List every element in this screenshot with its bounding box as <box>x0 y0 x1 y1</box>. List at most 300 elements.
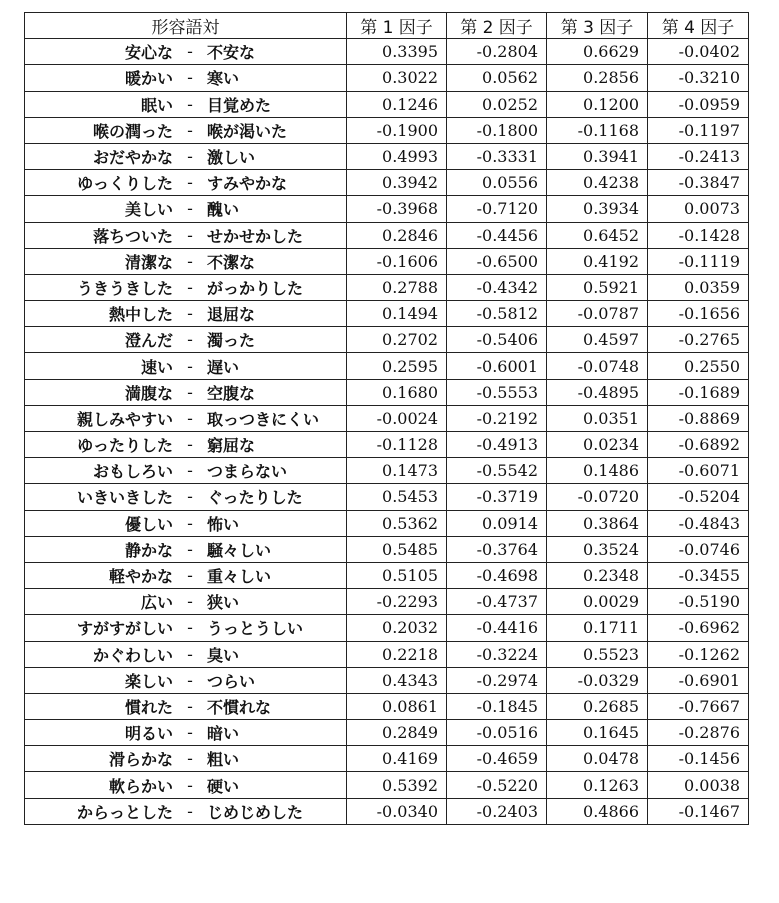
factor-4-loading: -0.1467 <box>648 798 749 824</box>
negative-adjective: 怖い <box>207 514 240 534</box>
factor-2-loading: -0.5542 <box>447 458 547 484</box>
pair-separator: - <box>187 435 193 455</box>
pair-separator: - <box>187 618 193 638</box>
factor-1-loading: -0.2293 <box>347 589 447 615</box>
adjective-pair <box>25 616 346 639</box>
negative-adjective: 寒い <box>207 69 240 89</box>
factor-4-loading: -0.2413 <box>648 143 749 169</box>
adjective-pair <box>25 538 346 561</box>
factor-4-loading: -0.1689 <box>648 379 749 405</box>
factor-1-loading: -0.3968 <box>347 196 447 222</box>
factor-3-loading: 0.6629 <box>547 39 648 65</box>
positive-adjective: 優しい <box>124 514 173 534</box>
pair-separator: - <box>187 539 193 559</box>
adjective-pair-cell <box>25 170 347 196</box>
pair-separator: - <box>187 723 193 743</box>
adjective-pair <box>25 355 346 378</box>
factor-2-loading: -0.4659 <box>447 746 547 772</box>
factor-4-loading: -0.6901 <box>648 667 749 693</box>
factor-2-loading: -0.5406 <box>447 327 547 353</box>
factor-2-loading: -0.2192 <box>447 405 547 431</box>
factor-2-loading: -0.2974 <box>447 667 547 693</box>
adjective-pair <box>25 40 346 63</box>
pair-separator: - <box>187 461 193 481</box>
factor-3-loading: 0.1486 <box>547 458 648 484</box>
adjective-pair <box>25 747 346 770</box>
pair-separator: - <box>187 408 193 428</box>
table-row <box>25 798 749 824</box>
adjective-pair <box>25 250 346 273</box>
adjective-pair-cell <box>25 536 347 562</box>
header-factor-1: 第 1 因子 <box>347 13 447 39</box>
table-row <box>25 143 749 169</box>
adjective-pair <box>25 459 346 482</box>
factor-4-loading: -0.6071 <box>648 458 749 484</box>
table-row <box>25 274 749 300</box>
factor-2-loading: 0.0252 <box>447 91 547 117</box>
factor-3-loading: 0.2348 <box>547 562 648 588</box>
pair-separator: - <box>187 775 193 795</box>
factor-2-loading: -0.1845 <box>447 693 547 719</box>
adjective-pair-cell <box>25 327 347 353</box>
table-row <box>25 170 749 196</box>
table-row <box>25 327 749 353</box>
factor-3-loading: -0.0720 <box>547 484 648 510</box>
factor-1-loading: 0.5485 <box>347 536 447 562</box>
table-row <box>25 353 749 379</box>
factor-3-loading: 0.4192 <box>547 248 648 274</box>
factor-3-loading: 0.1711 <box>547 615 648 641</box>
factor-2-loading: -0.6001 <box>447 353 547 379</box>
factor-3-loading: 0.0029 <box>547 589 648 615</box>
positive-adjective: 眠い <box>140 95 173 115</box>
factor-3-loading: 0.3524 <box>547 536 648 562</box>
positive-adjective: おもしろい <box>92 462 173 482</box>
table-body <box>25 39 749 825</box>
factor-3-loading: 0.3934 <box>547 196 648 222</box>
negative-adjective: つまらない <box>207 462 288 482</box>
factor-2-loading: -0.4456 <box>447 222 547 248</box>
factor-3-loading: -0.0787 <box>547 301 648 327</box>
negative-adjective: 不安な <box>207 43 256 63</box>
pair-separator: - <box>187 304 193 324</box>
negative-adjective: 窮屈な <box>207 436 256 456</box>
factor-4-loading: -0.0746 <box>648 536 749 562</box>
factor-3-loading: -0.1168 <box>547 117 648 143</box>
adjective-pair-cell <box>25 222 347 248</box>
positive-adjective: 安心な <box>124 43 173 63</box>
factor-4-loading: -0.1428 <box>648 222 749 248</box>
adjective-pair <box>25 171 346 194</box>
positive-adjective: 明るい <box>124 724 173 744</box>
adjective-pair-cell <box>25 798 347 824</box>
adjective-pair-cell <box>25 248 347 274</box>
factor-3-loading: 0.0351 <box>547 405 648 431</box>
factor-4-loading: -0.1656 <box>648 301 749 327</box>
adjective-pair <box>25 774 346 797</box>
adjective-pair <box>25 643 346 666</box>
adjective-pair-cell <box>25 720 347 746</box>
factor-4-loading: -0.1197 <box>648 117 749 143</box>
adjective-pair <box>25 590 346 613</box>
factor-3-loading: 0.0234 <box>547 432 648 458</box>
positive-adjective: 軟らかい <box>108 776 173 796</box>
adjective-pair <box>25 407 346 430</box>
adjective-pair-cell <box>25 641 347 667</box>
factor-4-loading: -0.3847 <box>648 170 749 196</box>
adjective-pair-cell <box>25 301 347 327</box>
adjective-pair <box>25 512 346 535</box>
negative-adjective: 空腹な <box>207 383 256 403</box>
pair-separator: - <box>187 147 193 167</box>
table-row <box>25 379 749 405</box>
table-row <box>25 196 749 222</box>
negative-adjective: せかせかした <box>207 226 304 246</box>
factor-1-loading: 0.1473 <box>347 458 447 484</box>
negative-adjective: がっかりした <box>207 278 304 298</box>
pair-separator: - <box>187 592 193 612</box>
positive-adjective: うきうきした <box>76 278 173 298</box>
table-row <box>25 39 749 65</box>
factor-4-loading: -0.1262 <box>648 641 749 667</box>
factor-1-loading: 0.2849 <box>347 720 447 746</box>
factor-1-loading: 0.5392 <box>347 772 447 798</box>
negative-adjective: 遅い <box>207 357 240 377</box>
factor-3-loading: 0.1200 <box>547 91 648 117</box>
table-row <box>25 222 749 248</box>
factor-1-loading: 0.3022 <box>347 65 447 91</box>
factor-3-loading: 0.2856 <box>547 65 648 91</box>
factor-4-loading: -0.8869 <box>648 405 749 431</box>
factor-2-loading: -0.4698 <box>447 562 547 588</box>
factor-1-loading: -0.1128 <box>347 432 447 458</box>
factor-2-loading: -0.2403 <box>447 798 547 824</box>
negative-adjective: 騒々しい <box>207 540 272 560</box>
adjective-pair-cell <box>25 274 347 300</box>
adjective-pair <box>25 93 346 116</box>
pair-separator: - <box>187 356 193 376</box>
adjective-pair-cell <box>25 458 347 484</box>
positive-adjective: 清潔な <box>124 252 173 272</box>
factor-1-loading: 0.4343 <box>347 667 447 693</box>
factor-4-loading: 0.0073 <box>648 196 749 222</box>
factor-4-loading: -0.6892 <box>648 432 749 458</box>
adjective-pair <box>25 381 346 404</box>
adjective-pair <box>25 328 346 351</box>
adjective-pair <box>25 669 346 692</box>
factor-1-loading: -0.1606 <box>347 248 447 274</box>
adjective-pair-cell <box>25 65 347 91</box>
positive-adjective: 落ちついた <box>93 226 173 246</box>
adjective-pair-cell <box>25 117 347 143</box>
pair-separator: - <box>187 225 193 245</box>
factor-4-loading: -0.3210 <box>648 65 749 91</box>
positive-adjective: 滑らかな <box>108 750 173 770</box>
adjective-pair-cell <box>25 353 347 379</box>
factor-2-loading: -0.0516 <box>447 720 547 746</box>
factor-2-loading: -0.1800 <box>447 117 547 143</box>
adjective-pair-cell <box>25 589 347 615</box>
table-row <box>25 589 749 615</box>
negative-adjective: 濁った <box>207 331 256 351</box>
factor-2-loading: -0.4913 <box>447 432 547 458</box>
negative-adjective: 重々しい <box>207 567 272 587</box>
pair-separator: - <box>187 513 193 533</box>
factor-4-loading: -0.7667 <box>648 693 749 719</box>
factor-1-loading: 0.0861 <box>347 693 447 719</box>
pair-separator: - <box>187 487 193 507</box>
pair-separator: - <box>187 251 193 271</box>
negative-adjective: つらい <box>207 671 256 691</box>
pair-separator: - <box>187 42 193 62</box>
adjective-pair-cell <box>25 772 347 798</box>
pair-separator: - <box>187 120 193 140</box>
adjective-pair-cell <box>25 615 347 641</box>
adjective-pair <box>25 224 346 247</box>
factor-2-loading: -0.5553 <box>447 379 547 405</box>
adjective-pair-cell <box>25 379 347 405</box>
positive-adjective: いきいきした <box>76 488 173 508</box>
table-row <box>25 248 749 274</box>
table-row <box>25 458 749 484</box>
pair-separator: - <box>187 566 193 586</box>
factor-1-loading: 0.1680 <box>347 379 447 405</box>
factor-3-loading: 0.4597 <box>547 327 648 353</box>
table-row <box>25 641 749 667</box>
negative-adjective: うっとうしい <box>207 619 304 639</box>
factor-2-loading: 0.0914 <box>447 510 547 536</box>
table-row <box>25 432 749 458</box>
factor-4-loading: -0.6962 <box>648 615 749 641</box>
factor-3-loading: 0.1645 <box>547 720 648 746</box>
negative-adjective: 不慣れな <box>207 697 272 717</box>
adjective-pair-cell <box>25 667 347 693</box>
positive-adjective: 満腹な <box>124 383 173 403</box>
pair-separator: - <box>187 173 193 193</box>
adjective-pair <box>25 564 346 587</box>
negative-adjective: 激しい <box>207 148 256 168</box>
pair-separator: - <box>187 382 193 402</box>
negative-adjective: 目覚めた <box>207 95 272 115</box>
positive-adjective: 楽しい <box>124 671 173 691</box>
factor-3-loading: 0.4866 <box>547 798 648 824</box>
pair-separator: - <box>187 68 193 88</box>
table-row <box>25 720 749 746</box>
adjective-pair-cell <box>25 432 347 458</box>
table-row <box>25 91 749 117</box>
adjective-pair-cell <box>25 562 347 588</box>
positive-adjective: 静かな <box>124 540 173 560</box>
factor-1-loading: 0.2595 <box>347 353 447 379</box>
negative-adjective: じめじめした <box>207 802 304 822</box>
table-row <box>25 484 749 510</box>
adjective-pair-cell <box>25 405 347 431</box>
adjective-pair <box>25 197 346 220</box>
factor-4-loading: -0.5190 <box>648 589 749 615</box>
positive-adjective: 軽やかな <box>108 567 173 587</box>
negative-adjective: 取っつきにくい <box>207 409 320 429</box>
factor-2-loading: -0.5220 <box>447 772 547 798</box>
adjective-pair-cell <box>25 510 347 536</box>
table-row <box>25 65 749 91</box>
adjective-pair <box>25 66 346 89</box>
factor-1-loading: 0.1246 <box>347 91 447 117</box>
factor-3-loading: 0.5523 <box>547 641 648 667</box>
pair-separator: - <box>187 749 193 769</box>
factor-1-loading: 0.2218 <box>347 641 447 667</box>
factor-2-loading: -0.3764 <box>447 536 547 562</box>
factor-1-loading: 0.2846 <box>347 222 447 248</box>
pair-separator: - <box>187 94 193 114</box>
positive-adjective: すがすがしい <box>76 619 173 639</box>
factor-3-loading: 0.2685 <box>547 693 648 719</box>
factor-3-loading: 0.4238 <box>547 170 648 196</box>
factor-3-loading: -0.0329 <box>547 667 648 693</box>
negative-adjective: 粗い <box>207 750 240 770</box>
table-row <box>25 301 749 327</box>
factor-2-loading: -0.4737 <box>447 589 547 615</box>
factor-1-loading: 0.3395 <box>347 39 447 65</box>
factor-1-loading: 0.5105 <box>347 562 447 588</box>
header-factor-2: 第 2 因子 <box>447 13 547 39</box>
table-row <box>25 510 749 536</box>
table-row <box>25 772 749 798</box>
negative-adjective: 暗い <box>207 724 240 744</box>
positive-adjective: おだやかな <box>92 148 173 168</box>
factor-1-loading: -0.0340 <box>347 798 447 824</box>
header-adjective-pair: 形容語対 <box>25 13 347 39</box>
adjective-pair-cell <box>25 91 347 117</box>
adjective-pair-cell <box>25 196 347 222</box>
factor-2-loading: -0.4342 <box>447 274 547 300</box>
pair-separator: - <box>187 277 193 297</box>
table-row <box>25 536 749 562</box>
adjective-pair <box>25 119 346 142</box>
negative-adjective: 不潔な <box>207 252 256 272</box>
factor-2-loading: 0.0562 <box>447 65 547 91</box>
positive-adjective: 親しみやすい <box>76 409 173 429</box>
header-factor-3: 第 3 因子 <box>547 13 648 39</box>
positive-adjective: かぐわしい <box>92 645 173 665</box>
table-row <box>25 615 749 641</box>
header-factor-4: 第 4 因子 <box>648 13 749 39</box>
pair-separator: - <box>187 696 193 716</box>
adjective-pair-cell <box>25 143 347 169</box>
factor-loading-table <box>24 12 749 825</box>
factor-1-loading: 0.1494 <box>347 301 447 327</box>
pair-separator: - <box>187 644 193 664</box>
negative-adjective: 硬い <box>207 776 240 796</box>
factor-1-loading: 0.3942 <box>347 170 447 196</box>
positive-adjective: 喉の潤った <box>92 121 173 141</box>
pair-separator: - <box>187 801 193 821</box>
positive-adjective: 熱中した <box>108 305 173 325</box>
factor-4-loading: -0.4843 <box>648 510 749 536</box>
factor-3-loading: 0.3864 <box>547 510 648 536</box>
adjective-pair-cell <box>25 746 347 772</box>
factor-4-loading: -0.5204 <box>648 484 749 510</box>
adjective-pair <box>25 485 346 508</box>
negative-adjective: ぐったりした <box>207 488 303 508</box>
factor-1-loading: 0.2032 <box>347 615 447 641</box>
factor-4-loading: -0.1119 <box>648 248 749 274</box>
positive-adjective: 速い <box>140 357 173 377</box>
factor-4-loading: 0.0359 <box>648 274 749 300</box>
pair-separator: - <box>187 199 193 219</box>
table-row <box>25 117 749 143</box>
table-row <box>25 405 749 431</box>
factor-4-loading: -0.3455 <box>648 562 749 588</box>
negative-adjective: 退屈な <box>207 305 256 325</box>
factor-2-loading: -0.5812 <box>447 301 547 327</box>
factor-1-loading: 0.5362 <box>347 510 447 536</box>
factor-4-loading: 0.0038 <box>648 772 749 798</box>
factor-4-loading: 0.2550 <box>648 353 749 379</box>
factor-2-loading: -0.6500 <box>447 248 547 274</box>
positive-adjective: ゆったりした <box>77 436 173 456</box>
factor-1-loading: 0.2702 <box>347 327 447 353</box>
negative-adjective: 醜い <box>207 200 240 220</box>
factor-1-loading: -0.0024 <box>347 405 447 431</box>
adjective-pair <box>25 433 346 456</box>
table-row <box>25 746 749 772</box>
negative-adjective: 臭い <box>207 645 240 665</box>
adjective-pair <box>25 302 346 325</box>
factor-4-loading: -0.0402 <box>648 39 749 65</box>
factor-4-loading: -0.2876 <box>648 720 749 746</box>
negative-adjective: 狭い <box>207 593 240 613</box>
adjective-pair <box>25 695 346 718</box>
factor-3-loading: 0.5921 <box>547 274 648 300</box>
factor-3-loading: -0.4895 <box>547 379 648 405</box>
positive-adjective: ゆっくりした <box>77 174 173 194</box>
adjective-pair-cell <box>25 39 347 65</box>
positive-adjective: からっとした <box>76 802 173 822</box>
adjective-pair-cell <box>25 693 347 719</box>
header-row <box>25 13 749 39</box>
factor-1-loading: -0.1900 <box>347 117 447 143</box>
adjective-pair <box>25 721 346 744</box>
positive-adjective: 暖かい <box>124 69 173 89</box>
positive-adjective: 広い <box>140 593 173 613</box>
factor-2-loading: -0.2804 <box>447 39 547 65</box>
pair-separator: - <box>187 330 193 350</box>
factor-2-loading: -0.4416 <box>447 615 547 641</box>
factor-1-loading: 0.4169 <box>347 746 447 772</box>
factor-3-loading: 0.3941 <box>547 143 648 169</box>
factor-3-loading: 0.0478 <box>547 746 648 772</box>
factor-2-loading: -0.7120 <box>447 196 547 222</box>
factor-3-loading: 0.1263 <box>547 772 648 798</box>
factor-2-loading: -0.3224 <box>447 641 547 667</box>
adjective-pair <box>25 800 346 823</box>
factor-3-loading: -0.0748 <box>547 353 648 379</box>
factor-4-loading: -0.0959 <box>648 91 749 117</box>
factor-4-loading: -0.1456 <box>648 746 749 772</box>
table-row <box>25 562 749 588</box>
pair-separator: - <box>187 670 193 690</box>
adjective-pair-cell <box>25 484 347 510</box>
adjective-pair <box>25 276 346 299</box>
negative-adjective: 喉が渇いた <box>207 121 288 141</box>
factor-1-loading: 0.2788 <box>347 274 447 300</box>
positive-adjective: 美しい <box>124 200 173 220</box>
factor-3-loading: 0.6452 <box>547 222 648 248</box>
negative-adjective: すみやかな <box>207 174 288 194</box>
factor-2-loading: -0.3331 <box>447 143 547 169</box>
adjective-pair <box>25 145 346 168</box>
table-row <box>25 667 749 693</box>
